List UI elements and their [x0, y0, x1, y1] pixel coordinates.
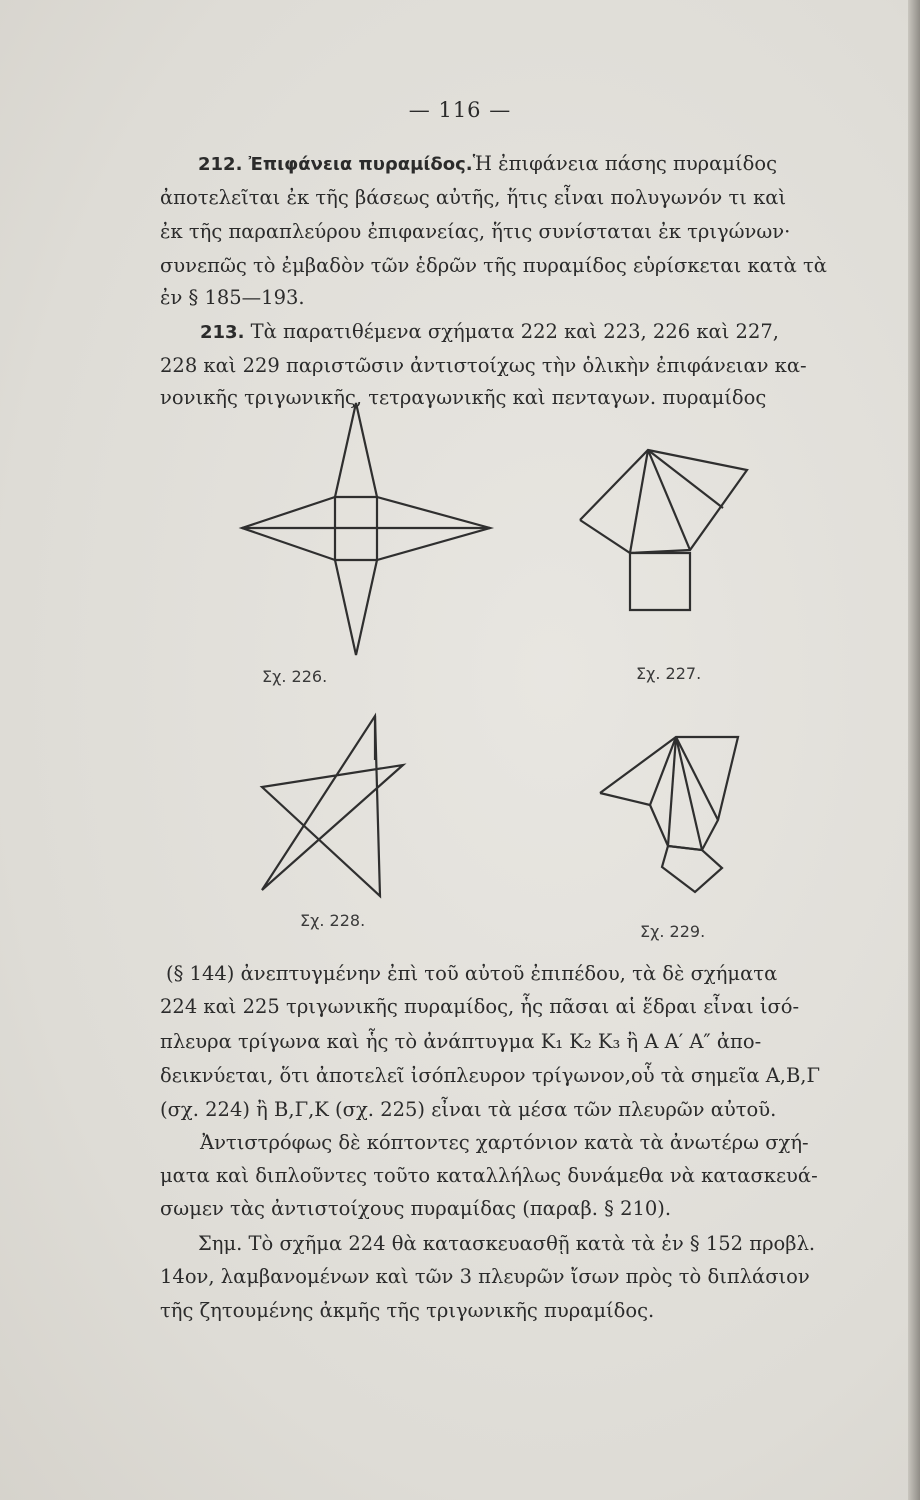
page-number: — 116 — — [408, 98, 512, 122]
para212-line2: ἀποτελεῖται ἐκ τῆς βάσεως αὐτῆς, ἥτις εἶναι πολυγωνόν τι καὶ — [160, 186, 787, 209]
para213-line3: νονικῆς τριγωνικῆς, τετραγωνικῆς καὶ πενταγων. πυραμίδος — [160, 386, 767, 409]
para212-line5: ἐν § 185—193. — [160, 286, 305, 309]
para212-line4: συνεπῶς τὸ ἐμβαδὸν τῶν ἑδρῶν τῆς πυραμίδος εὑρίσκεται κατὰ τὰ — [160, 254, 827, 277]
para213-number: 213. — [200, 322, 245, 343]
para-after-line8: σωμεν τὰς ἀντιστοίχους πυραμίδας (παραβ. § 210). — [160, 1197, 672, 1220]
para-after-line4: δεικνύεται, ὅτι ἀποτελεῖ ἰσόπλευρον τρίγωνον,οὗ τὰ σημεῖα A,B,Γ — [160, 1064, 821, 1087]
para212-number: 212. — [198, 154, 243, 175]
note-line2: 14ον, λαμβανομένων καὶ τῶν 3 πλευρῶν ἴσων πρὸς τὸ διπλάσιον — [160, 1265, 810, 1288]
para-after-line3: πλευρα τρίγωνα καὶ ἧς τὸ ἀνάπτυγμα K₁ K₂ K₃ ἢ A A′ A″ ἀπο- — [160, 1030, 762, 1053]
para-after-line1: (§ 144) ἀνεπτυγμένην ἐπὶ τοῦ αὐτοῦ ἐπιπέδου, τὰ δὲ σχήματα — [166, 962, 778, 985]
para212-line3: ἐκ τῆς παραπλεύρου ἐπιφανείας, ἥτις συνίσταται ἐκ τριγώνων· — [160, 220, 791, 243]
fig229-caption: Σχ. 229. — [640, 922, 706, 941]
para212-text1: Ἡ ἐπιφάνεια πάσης πυραμίδος — [472, 152, 778, 175]
para-after-line7: ματα καὶ διπλοῦντες τοῦτο καταλλήλως δυνάμεθα νὰ κατασκευά- — [160, 1164, 818, 1187]
note-line3: τῆς ζητουμένης ἀκμῆς τῆς τριγωνικῆς πυραμίδος. — [160, 1299, 655, 1322]
fig229-ray-4 — [676, 737, 718, 820]
para-after-line6: Ἀντιστρόφως δὲ κόπτοντες χαρτόνιον κατὰ τὰ ἀνωτέρω σχή- — [200, 1131, 809, 1154]
note-line1: Σημ. Τὸ σχῆμα 224 θὰ κατασκευασθῇ κατὰ τὰ ἐν § 152 προβλ. — [198, 1232, 816, 1255]
fig228-caption: Σχ. 228. — [300, 911, 366, 930]
para-after-line5: (σχ. 224) ἢ B,Γ,K (σχ. 225) εἶναι τὰ μέσα τῶν πλευρῶν αὐτοῦ. — [160, 1098, 777, 1121]
fig229-pentagon-base — [662, 846, 722, 892]
fig226-caption: Σχ. 226. — [262, 667, 328, 686]
para213-line2: 228 καὶ 229 παριστῶσιν ἀντιστοίχως τὴν ὁλικὴν ἐπιφάνειαν κα- — [160, 354, 807, 377]
fig227-caption: Σχ. 227. — [636, 664, 702, 683]
fig229-ray-3 — [676, 737, 702, 850]
para213-text1: Τὰ παρατιθέμενα σχήματα 222 καὶ 223, 226 καὶ 227, — [250, 320, 779, 343]
para212-heading: Ἐπιφάνεια πυραμίδος. — [248, 154, 473, 175]
para-after-line2: 224 καὶ 225 τριγωνικῆς πυραμίδος, ἧς πᾶσαι αἱ ἕδραι εἶναι ἰσό- — [160, 995, 800, 1018]
